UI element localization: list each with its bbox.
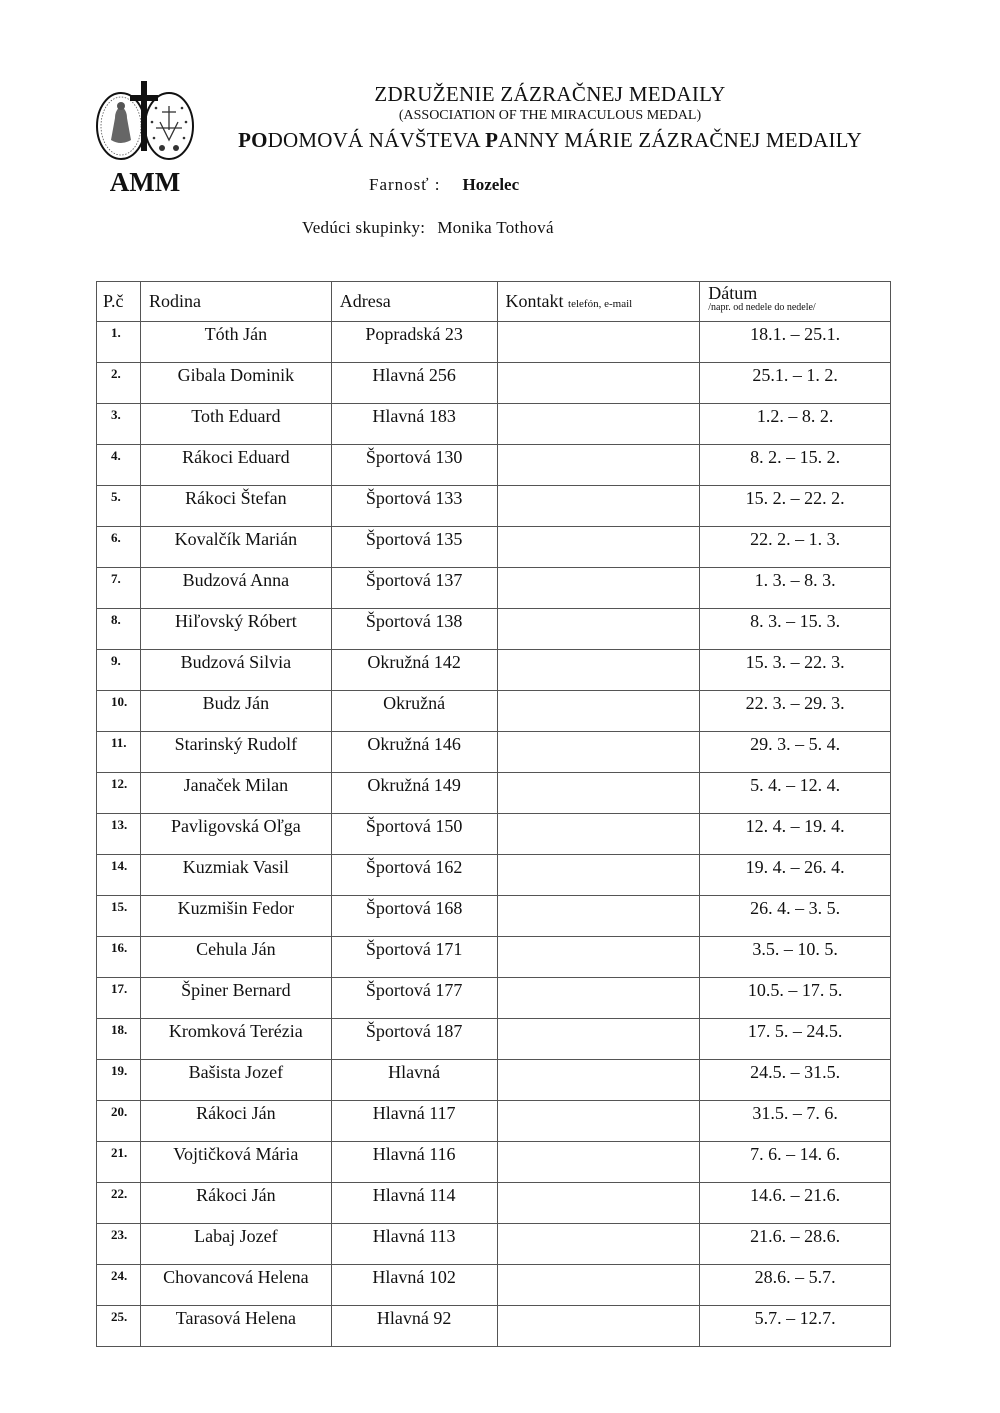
parish-value: Hozelec [462, 175, 520, 194]
address-cell: Hlavná 102 [331, 1265, 497, 1306]
date-cell: 25.1. – 1. 2. [700, 363, 891, 404]
family-cell: Toth Eduard [140, 404, 331, 445]
row-number: 9. [97, 650, 141, 691]
header-family: Rodina [140, 282, 331, 322]
contact-cell [497, 937, 700, 978]
row-number: 10. [97, 691, 141, 732]
header-contact [497, 282, 700, 322]
date-cell: 5.7. – 12.7. [700, 1306, 891, 1347]
address-cell: Hlavná 256 [331, 363, 497, 404]
table-header-row [97, 282, 891, 322]
address-cell: Okružná [331, 691, 497, 732]
contact-cell [497, 568, 700, 609]
table-row [97, 896, 891, 937]
contact-cell [497, 404, 700, 445]
row-number: 25. [97, 1306, 141, 1347]
header-contact-label: Kontakt [505, 291, 564, 311]
date-cell: 26. 4. – 3. 5. [700, 896, 891, 937]
address-cell: Hlavná 116 [331, 1142, 497, 1183]
family-cell: Tarasová Helena [140, 1306, 331, 1347]
family-cell: Budzová Anna [140, 568, 331, 609]
family-cell: Budzová Silvia [140, 650, 331, 691]
contact-cell [497, 978, 700, 1019]
contact-cell [497, 445, 700, 486]
table-row [97, 1101, 891, 1142]
family-cell: Gibala Dominik [140, 363, 331, 404]
table-row [97, 1019, 891, 1060]
row-number: 12. [97, 773, 141, 814]
date-cell: 1.2. – 8. 2. [700, 404, 891, 445]
address-cell: Športová 162 [331, 855, 497, 896]
address-cell: Športová 137 [331, 568, 497, 609]
date-cell: 22. 2. – 1. 3. [700, 527, 891, 568]
date-cell: 12. 4. – 19. 4. [700, 814, 891, 855]
row-number: 22. [97, 1183, 141, 1224]
family-cell: Chovancová Helena [140, 1265, 331, 1306]
family-cell: Kromková Terézia [140, 1019, 331, 1060]
address-cell: Športová 135 [331, 527, 497, 568]
visit-title-part: P [485, 128, 499, 152]
row-number: 21. [97, 1142, 141, 1183]
row-number: 17. [97, 978, 141, 1019]
row-number: 11. [97, 732, 141, 773]
association-subtitle: (ASSOCIATION OF THE MIRACULOUS MEDAL) [398, 108, 702, 123]
family-cell: Kuzmiak Vasil [140, 855, 331, 896]
table-row [97, 404, 891, 445]
row-number: 19. [97, 1060, 141, 1101]
address-cell: Okružná 149 [331, 773, 497, 814]
address-cell: Športová 150 [331, 814, 497, 855]
date-cell: 17. 5. – 24.5. [700, 1019, 891, 1060]
contact-cell [497, 322, 700, 363]
contact-cell [497, 814, 700, 855]
contact-cell [497, 896, 700, 937]
header-address: Adresa [331, 282, 497, 322]
header-number: P.č [97, 282, 141, 322]
parish-label: Farnosť : [369, 175, 441, 194]
address-cell: Športová 133 [331, 486, 497, 527]
table-row [97, 978, 891, 1019]
date-cell: 31.5. – 7. 6. [700, 1101, 891, 1142]
table-row [97, 1142, 891, 1183]
row-number: 24. [97, 1265, 141, 1306]
miraculous-medal-icon [94, 78, 196, 198]
address-cell: Športová 168 [331, 896, 497, 937]
family-cell: Kuzmišin Fedor [140, 896, 331, 937]
contact-cell [497, 1224, 700, 1265]
date-cell: 24.5. – 31.5. [700, 1060, 891, 1101]
address-cell: Hlavná 117 [331, 1101, 497, 1142]
address-cell: Hlavná 114 [331, 1183, 497, 1224]
table-row [97, 527, 891, 568]
table-row [97, 609, 891, 650]
contact-cell [497, 486, 700, 527]
family-cell: Budz Ján [140, 691, 331, 732]
address-cell: Športová 138 [331, 609, 497, 650]
contact-cell [497, 609, 700, 650]
table-row [97, 937, 891, 978]
date-cell: 15. 2. – 22. 2. [700, 486, 891, 527]
date-cell: 8. 2. – 15. 2. [700, 445, 891, 486]
family-cell: Pavligovská Oľga [140, 814, 331, 855]
family-cell: Rákoci Eduard [140, 445, 331, 486]
family-cell: Janaček Milan [140, 773, 331, 814]
contact-cell [497, 732, 700, 773]
family-cell: Hiľovský Róbert [140, 609, 331, 650]
row-number: 15. [97, 896, 141, 937]
row-number: 13. [97, 814, 141, 855]
row-number: 1. [97, 322, 141, 363]
visit-title-part: DOMOVÁ NÁVŠTEVA [267, 128, 486, 152]
table-row [97, 363, 891, 404]
row-number: 18. [97, 1019, 141, 1060]
row-number: 23. [97, 1224, 141, 1265]
contact-cell [497, 1183, 700, 1224]
date-cell: 10.5. – 17. 5. [700, 978, 891, 1019]
group-leader-value: Monika Tothová [437, 218, 554, 237]
address-cell: Hlavná 92 [331, 1306, 497, 1347]
address-cell: Popradská 23 [331, 322, 497, 363]
date-cell: 8. 3. – 15. 3. [700, 609, 891, 650]
row-number: 7. [97, 568, 141, 609]
amm-logo [94, 78, 196, 198]
row-number: 14. [97, 855, 141, 896]
address-cell: Hlavná [331, 1060, 497, 1101]
date-cell: 7. 6. – 14. 6. [700, 1142, 891, 1183]
address-cell: Hlavná 183 [331, 404, 497, 445]
family-cell: Tóth Ján [140, 322, 331, 363]
date-cell: 1. 3. – 8. 3. [700, 568, 891, 609]
date-cell: 14.6. – 21.6. [700, 1183, 891, 1224]
table-row [97, 650, 891, 691]
contact-cell [497, 855, 700, 896]
date-cell: 19. 4. – 26. 4. [700, 855, 891, 896]
family-cell: Špiner Bernard [140, 978, 331, 1019]
family-cell: Starinský Rudolf [140, 732, 331, 773]
table-row [97, 322, 891, 363]
table-row [97, 732, 891, 773]
row-number: 5. [97, 486, 141, 527]
contact-cell [497, 773, 700, 814]
address-cell: Športová 171 [331, 937, 497, 978]
date-cell: 5. 4. – 12. 4. [700, 773, 891, 814]
date-cell: 22. 3. – 29. 3. [700, 691, 891, 732]
header-date-sub: /napr. od nedele do nedele/ [708, 302, 816, 313]
table-row [97, 568, 891, 609]
address-cell: Okružná 146 [331, 732, 497, 773]
date-cell: 28.6. – 5.7. [700, 1265, 891, 1306]
contact-cell [497, 363, 700, 404]
group-leader-label: Vedúci skupinky: [302, 218, 426, 237]
contact-cell [497, 1265, 700, 1306]
parish-line [369, 175, 519, 195]
contact-cell [497, 691, 700, 732]
contact-cell [497, 1060, 700, 1101]
family-cell: Rákoci Ján [140, 1101, 331, 1142]
visit-title-part: ANNY MÁRIE ZÁZRAČNEJ MEDAILY [498, 128, 862, 152]
table-row [97, 691, 891, 732]
contact-cell [497, 650, 700, 691]
visit-schedule-table [96, 281, 891, 1347]
header-date-label: Dátum [708, 283, 758, 303]
table-row [97, 773, 891, 814]
address-cell: Okružná 142 [331, 650, 497, 691]
row-number: 3. [97, 404, 141, 445]
group-leader-line [302, 218, 554, 238]
family-cell: Labaj Jozef [140, 1224, 331, 1265]
address-cell: Športová 130 [331, 445, 497, 486]
table-row [97, 1265, 891, 1306]
visit-title [200, 128, 900, 153]
row-number: 20. [97, 1101, 141, 1142]
contact-cell [497, 527, 700, 568]
family-cell: Rákoci Štefan [140, 486, 331, 527]
table-row [97, 814, 891, 855]
address-cell: Športová 187 [331, 1019, 497, 1060]
family-cell: Rákoci Ján [140, 1183, 331, 1224]
contact-cell [497, 1142, 700, 1183]
family-cell: Kovalčík Marián [140, 527, 331, 568]
visit-title-part: PO [238, 128, 268, 152]
table-row [97, 1183, 891, 1224]
association-title: ZDRUŽENIE ZÁZRAČNEJ MEDAILY [374, 82, 726, 106]
table-row [97, 1060, 891, 1101]
family-cell: Bašista Jozef [140, 1060, 331, 1101]
address-cell: Športová 177 [331, 978, 497, 1019]
row-number: 6. [97, 527, 141, 568]
family-cell: Cehula Ján [140, 937, 331, 978]
row-number: 2. [97, 363, 141, 404]
contact-cell [497, 1101, 700, 1142]
table-row [97, 855, 891, 896]
family-cell: Vojtičková Mária [140, 1142, 331, 1183]
header-date [700, 282, 891, 322]
header-contact-sub: telefón, e-mail [568, 298, 633, 310]
contact-cell [497, 1019, 700, 1060]
table-row [97, 1306, 891, 1347]
row-number: 8. [97, 609, 141, 650]
table-row [97, 1224, 891, 1265]
row-number: 16. [97, 937, 141, 978]
row-number: 4. [97, 445, 141, 486]
svg-text:AMM: AMM [109, 167, 181, 197]
date-cell: 29. 3. – 5. 4. [700, 732, 891, 773]
date-cell: 18.1. – 25.1. [700, 322, 891, 363]
contact-cell [497, 1306, 700, 1347]
table-row [97, 445, 891, 486]
address-cell: Hlavná 113 [331, 1224, 497, 1265]
date-cell: 21.6. – 28.6. [700, 1224, 891, 1265]
date-cell: 3.5. – 10. 5. [700, 937, 891, 978]
date-cell: 15. 3. – 22. 3. [700, 650, 891, 691]
table-row [97, 486, 891, 527]
